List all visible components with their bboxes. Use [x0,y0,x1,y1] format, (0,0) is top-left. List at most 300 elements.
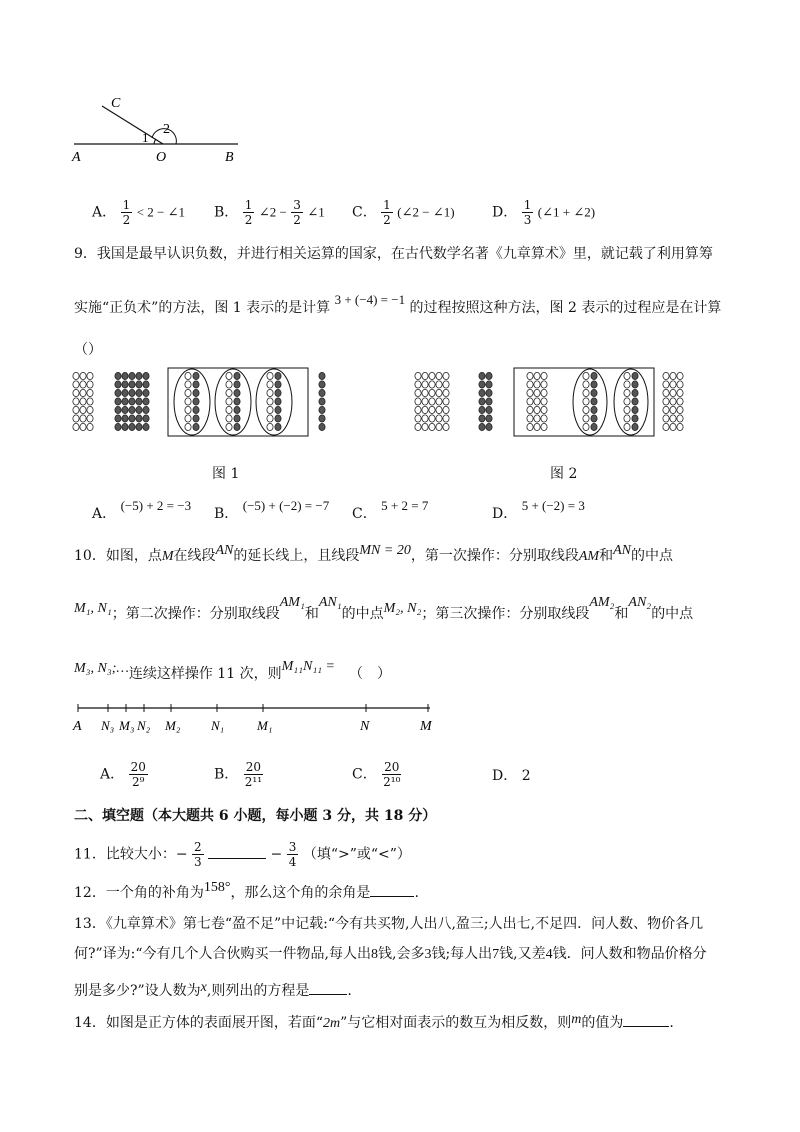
rod-group-negative [479,372,492,430]
rod-light [422,415,428,422]
answer-blank[interactable] [623,1012,669,1027]
rod-light [436,381,442,388]
rod-light [534,406,540,413]
rod-light [443,398,449,405]
math-var: M₂, N₂ [383,601,422,616]
q9-line-1: 9．我国是最早认识负数，并进行相关运算的国家，在古代数学名著《九章算术》里，就记载了利用算筹 [74,246,713,262]
rod-light [541,406,547,413]
rod-light [541,389,547,396]
rod-dark [591,423,597,430]
rod-dark [479,389,485,396]
q8-option-a[interactable] [92,198,185,227]
rod-light [73,372,79,379]
rod-dark [129,406,135,413]
rod-light [73,398,79,405]
option-letter: D． [492,204,518,221]
rod-light [422,423,428,430]
math-value: 3 [424,947,432,962]
rod-dark [136,415,142,422]
rod-dark [632,406,638,413]
rod-light [583,406,589,413]
rod-dark [122,381,128,388]
rod-light [415,381,421,388]
rod-light [80,372,86,379]
rod-light [541,372,547,379]
math-var: AM₁ [279,595,305,610]
rod-dark [479,372,485,379]
fraction: $\frac{20}{\text{2¹⁰}}$ [383,760,401,789]
option-letter: A． [100,766,125,783]
label-A: A [73,719,82,734]
rod-light [624,398,630,405]
text: 钱,又差 [499,946,546,962]
rod-light [87,389,93,396]
rod-dark [122,406,128,413]
rod-light [415,372,421,379]
rod-light [624,423,630,430]
rod-light [527,381,533,388]
rod-dark [136,398,142,405]
rod-dark [136,389,142,396]
label-N2: N₂ [137,718,151,733]
rod-light [226,423,232,430]
math-var: M₁, N₁ [74,601,112,616]
rod-light [429,381,435,388]
q10-option-d[interactable] [492,766,531,786]
rod-dark [479,415,485,422]
rod-light [73,415,79,422]
pair-ellipse [573,369,607,435]
q10-line-2 [74,595,694,625]
rod-dark [319,415,325,422]
rod-light [415,389,421,396]
rod-group-positive [415,372,449,430]
label-O: O [156,150,167,165]
rod-dark [486,415,492,422]
rod-dark [632,372,638,379]
rod-dark [591,372,597,379]
rod-light [267,398,273,405]
rod-light [677,423,683,430]
rod-light [87,372,93,379]
rod-light [534,423,540,430]
fraction: $\frac{2}{3}$ [194,840,202,869]
rod-light [226,389,232,396]
math-var: MN = 20 [359,543,411,558]
option-letter: B． [214,204,239,221]
label-N: N [360,719,370,734]
rod-light [185,372,191,379]
text: 11．比较大小：− [74,846,188,863]
q10-option-b[interactable] [214,760,264,789]
rod-dark [275,423,281,430]
rod-light [429,415,435,422]
figure-1-caption: 图 1 [212,466,240,482]
text: 14．如图是正方体的表面展开图，若面“ [74,1015,323,1031]
rod-dark [275,372,281,379]
rod-group-in-frame [527,372,638,430]
rod-light [670,415,676,422]
rod-light [443,381,449,388]
pair-ellipse [614,369,648,435]
rod-light [185,415,191,422]
math-var: M₁₁N₁₁ = [281,659,335,674]
q11 [74,840,411,869]
rod-light [624,372,630,379]
rod-dark [234,372,240,379]
rod-light [87,423,93,430]
q9-option-a[interactable] [92,498,192,524]
option-math: (−5) + (−2) = −7 [242,498,330,513]
text: 钱．问人数和物品价格分 [552,946,707,962]
rod-dark [234,423,240,430]
math-var: AN [215,543,234,558]
option-math: ∠1 [307,204,325,220]
rod-light [429,372,435,379]
rod-light [670,423,676,430]
text: 的中点 [630,548,673,564]
rod-dark [632,423,638,430]
rod-light [527,415,533,422]
q8-option-d[interactable] [492,198,595,227]
rod-light [624,389,630,396]
rod-light [663,406,669,413]
rod-light [527,423,533,430]
rod-light [624,415,630,422]
rod-light [422,398,428,405]
rod-light [663,415,669,422]
rod-light [436,415,442,422]
text: 何?”译为:“今有几个人合伙购买一件物品,每人出 [74,946,371,962]
rod-dark [486,406,492,413]
option-letter: A． [92,204,117,221]
rod-dark [479,398,485,405]
rod-light [226,381,232,388]
rod-light [185,406,191,413]
rod-light [422,406,428,413]
q13-line-2 [74,944,707,965]
text: ；第二次操作：分别取线段 [111,606,280,622]
rod-light [583,381,589,388]
option-letter: C． [352,204,377,221]
answer-blank[interactable] [370,882,414,897]
rod-light [267,381,273,388]
option-math: (−5) + 2 = −3 [120,498,192,513]
rod-dark [275,389,281,396]
rod-light [73,423,79,430]
rod-light [267,372,273,379]
rod-dark [486,372,492,379]
rod-group-in-frame [185,372,281,430]
rod-dark [479,381,485,388]
option-math: < 2 − ∠1 [136,204,185,220]
rod-light [80,415,86,422]
rod-light [87,415,93,422]
fraction: $\frac{1}{2}$ [244,198,253,227]
rod-dark [115,381,121,388]
rod-dark [129,389,135,396]
math-value: 158° [203,880,231,895]
q9-option-c[interactable] [352,498,429,524]
rod-dark [319,406,325,413]
rod-light [185,423,191,430]
rod-light [422,372,428,379]
rod-light [670,381,676,388]
rod-light [663,389,669,396]
rod-light [534,398,540,405]
label-angle-1: 1 [142,130,149,145]
answer-blank[interactable] [309,980,347,995]
rod-light [670,372,676,379]
math-expr: 3 + (−4) = −1 [334,292,406,307]
rod-light [541,415,547,422]
rod-group-negative [115,372,149,430]
math-var: M₃, N₃;… [74,661,129,676]
rod-dark [319,389,325,396]
label-M2: M₂ [165,718,181,733]
rod-light [663,398,669,405]
rod-dark [143,398,149,405]
q8-option-b[interactable] [214,198,325,227]
text: ；第三次操作：分别取线段 [421,606,590,622]
rod-dark [115,423,121,430]
rod-dark [122,415,128,422]
rod-light [422,389,428,396]
rod-light [429,398,435,405]
option-letter: B． [214,506,239,522]
fraction: $\frac{1}{2}$ [383,198,391,227]
label-angle-2: 2 [163,122,170,137]
rod-dark [632,389,638,396]
rod-dark [193,372,199,379]
option-letter: D． [492,768,518,784]
label-M: M [420,719,432,734]
rod-light [583,389,589,396]
text: ，第一次操作：分别取线段 [410,548,579,564]
rod-light [677,406,683,413]
math-var: AM [578,549,600,564]
option-text: 2 [521,768,531,784]
rod-dark [591,381,597,388]
option-math: 5 + 2 = 7 [381,498,429,513]
q14 [74,1012,674,1034]
text: ,则列出的方程是 [206,983,310,999]
text: 实施“正负术”的方法，图 1 表示的是计算 [74,300,331,316]
rod-light [267,415,273,422]
rod-light [541,398,547,405]
text: 在线段 [173,548,216,564]
text: ，那么这个角的余角是 [230,885,371,901]
rod-light [87,381,93,388]
rod-dark [632,398,638,405]
rod-light [541,381,547,388]
rod-dark [319,381,325,388]
rod-dark [234,406,240,413]
pair-ellipse [215,369,251,435]
rod-dark [129,398,135,405]
math-var: AN₁ [318,595,342,610]
rod-light [415,423,421,430]
rod-dark [193,389,199,396]
q13-line-1: 13．《九章算术》第七卷“盈不足”中记载:“今有共买物,人出八,盈三;人出七,不足四．问人数、物价各几 [74,916,704,932]
text: . [347,983,352,999]
rod-light [624,381,630,388]
rod-dark [319,398,325,405]
rod-light [429,389,435,396]
rod-dark [319,372,325,379]
q8-option-c[interactable] [352,198,455,227]
rod-dark [234,389,240,396]
rod-light [527,389,533,396]
option-letter: A． [92,506,117,522]
rod-light [185,381,191,388]
option-letter: C． [352,766,377,783]
rod-light [80,381,86,388]
text: 的中点 [341,606,384,622]
rod-dark [234,381,240,388]
rod-dark [486,389,492,396]
label-N3: N₃ [101,718,115,733]
rod-dark [122,372,128,379]
rod-light [443,415,449,422]
option-math: ∠2 − [258,204,287,220]
text: （填“>”或“<”） [302,846,411,863]
rod-light [663,372,669,379]
rod-dark [122,398,128,405]
rod-light [527,398,533,405]
rod-dark [129,415,135,422]
math-var: M [161,549,174,564]
text: 连续这样操作 11 次，则 [128,666,282,682]
q9-line-3: （） [74,342,102,358]
rod-dark [136,381,142,388]
label-M3: M₃ [119,718,135,733]
rod-light [80,398,86,405]
rod-light [436,372,442,379]
rod-light [527,406,533,413]
rod-dark [591,406,597,413]
rod-dark [193,381,199,388]
counting-rods-figure-1 [70,364,350,444]
rod-dark [632,415,638,422]
fraction: $\frac{3}{2}$ [293,198,301,227]
rod-dark [275,381,281,388]
text: 10．如图，点 [74,548,162,564]
rod-light [443,406,449,413]
rod-dark [486,381,492,388]
rod-dark [129,372,135,379]
rod-light [677,372,683,379]
rod-light [677,415,683,422]
rod-light [422,381,428,388]
math-var: m [571,1012,582,1027]
rod-dark [136,423,142,430]
rod-light [670,389,676,396]
answer-blank[interactable] [208,844,266,859]
figure-2-caption: 图 2 [550,466,578,482]
text: ”与它相对面表示的数互为相反数，则 [340,1015,572,1031]
rod-light [73,381,79,388]
rod-light [677,389,683,396]
option-letter: D． [492,506,518,522]
label-C: C [111,96,121,111]
label-N1: N₁ [211,718,225,733]
rod-light [80,389,86,396]
text: 钱;每人出 [431,946,493,962]
rod-light [226,415,232,422]
text: . [669,1015,674,1031]
pair-ellipse [174,369,210,435]
rod-light [73,406,79,413]
rod-light [226,372,232,379]
q13-line-3 [74,980,352,1002]
rod-dark [479,423,485,430]
math-value: 7 [492,947,500,962]
rod-light [443,423,449,430]
rod-light [73,389,79,396]
label-B: B [225,150,234,165]
text: 的中点 [651,606,694,622]
math-var: AN₂ [628,595,652,610]
rod-light [267,389,273,396]
math-value: 8 [371,947,378,962]
rod-dark [122,423,128,430]
rod-light [226,406,232,413]
math-var: AM₂ [589,595,615,610]
rod-light [624,406,630,413]
math-value: 4 [545,947,553,962]
fraction: $\frac{20}{\text{2¹¹}}$ [244,760,263,789]
ray-oc [102,106,163,144]
fraction: $\frac{3}{4}$ [288,840,297,869]
rod-dark [591,389,597,396]
rod-dark [234,398,240,405]
text: 和 [614,606,629,622]
rod-dark [143,381,149,388]
text: 钱,会多 [378,946,425,962]
rod-dark [275,398,281,405]
q10-option-c[interactable] [352,760,402,789]
rod-light [429,423,435,430]
rod-light [436,423,442,430]
text: 的过程按照这种方法，图 2 表示的过程应是在计算 [409,300,722,316]
option-math: 5 + (−2) = 3 [521,498,585,513]
rod-group-result [319,372,325,430]
rod-dark [486,423,492,430]
rod-light [583,398,589,405]
rod-light [534,389,540,396]
rod-dark [591,415,597,422]
label-M1: M₁ [257,718,273,733]
rod-dark [143,389,149,396]
rod-light [583,372,589,379]
q9-option-d[interactable] [492,498,585,524]
rod-light [663,381,669,388]
option-letter: B． [214,766,239,783]
rod-dark [193,406,199,413]
rod-light [583,423,589,430]
rod-light [87,398,93,405]
text: − [270,846,283,863]
q10-option-a[interactable] [100,760,148,789]
label-A: A [72,150,81,165]
q9-option-b[interactable] [214,498,330,524]
option-letter: C． [352,506,377,522]
rod-dark [136,406,142,413]
rod-group-result [663,372,683,430]
math-var: AN [613,543,631,558]
rod-light [541,423,547,430]
